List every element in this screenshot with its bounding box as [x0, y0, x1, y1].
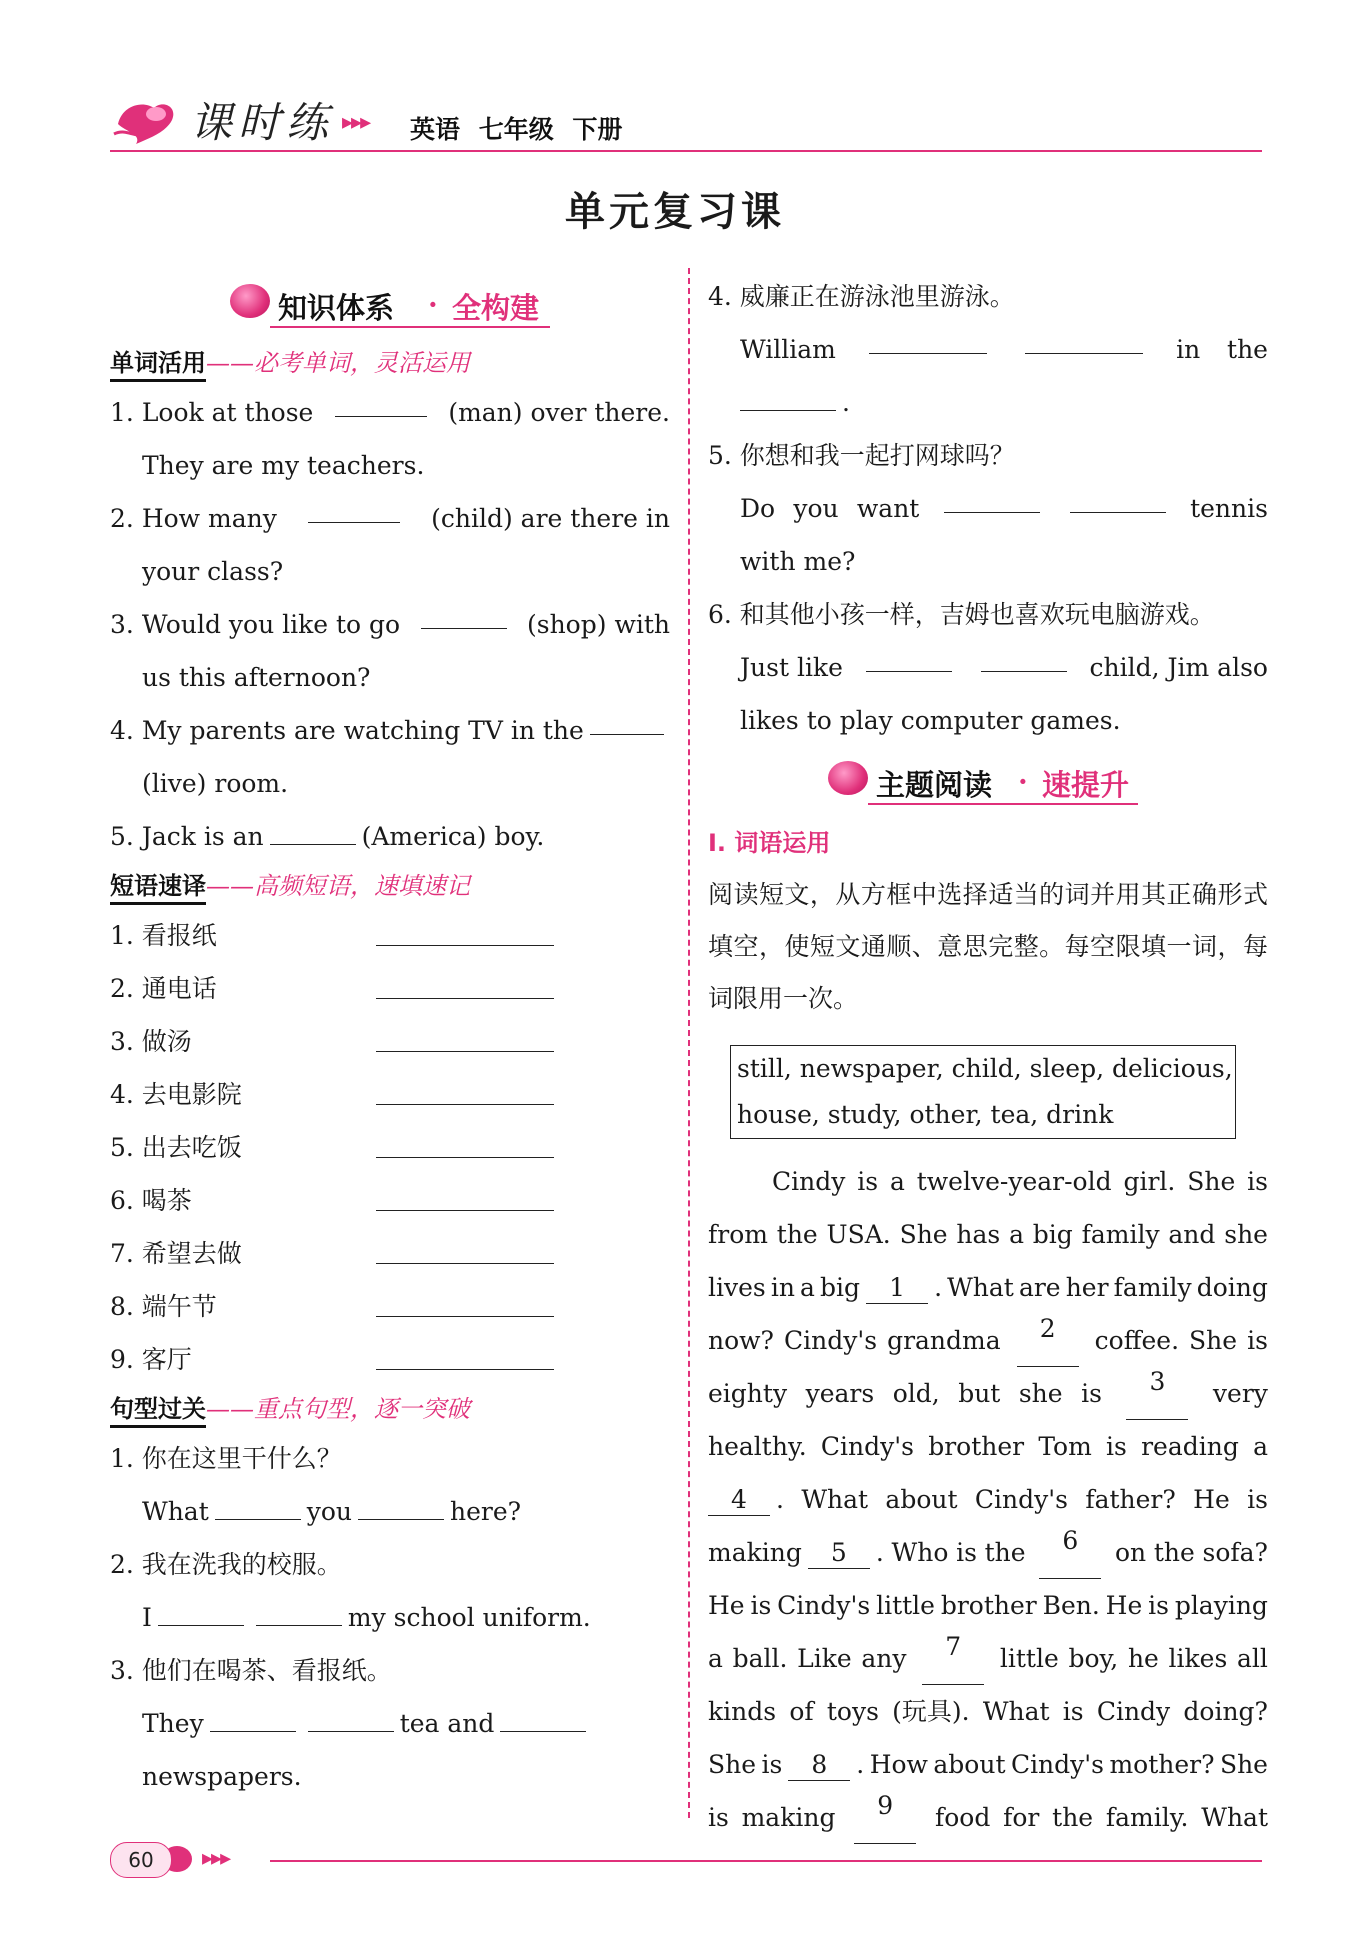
footer-rule [270, 1860, 1262, 1862]
words-heading-note: ——必考单词，灵活运用 [206, 349, 470, 377]
passage-line: from the USA. She has a big family and she [708, 1220, 1268, 1249]
sentence-en [708, 641, 1268, 694]
answer-blank[interactable] [866, 641, 952, 672]
item-text: (man) over there. [448, 398, 670, 427]
passage-line: making 5 . Who is the 6 on the sofa? [708, 1526, 1268, 1579]
passage-line: now? Cindy's grandma 2 coffee. She is [708, 1314, 1268, 1367]
word-item-2-cont: your class? [142, 557, 284, 586]
sentence-cn: 5. 你想和我一起打网球吗？ [708, 441, 1015, 470]
banner-subtitle: 速提升 [1042, 768, 1130, 802]
answer-blank[interactable] [944, 482, 1040, 513]
sentence-cn: 4. 威廉正在游泳池里游泳。 [708, 282, 1015, 311]
sentence-text: you [306, 1497, 353, 1526]
item-text: How many [141, 504, 277, 533]
ball-icon [828, 761, 868, 795]
word-item-2 [110, 492, 670, 545]
answer-blank[interactable] [421, 598, 507, 629]
sentence-text: here? [450, 1497, 522, 1526]
column-divider [688, 268, 690, 1818]
sentence-en [708, 323, 1268, 376]
item-text: Would you like to go [141, 610, 401, 639]
sentence-en-cont: likes to play computer games. [740, 706, 1121, 735]
word-bank-line: still, newspaper, child, sleep, delicious, [737, 1054, 1233, 1083]
item-text: (America) boy. [361, 822, 545, 851]
numbered-blank[interactable]: 7 [922, 1632, 984, 1685]
banner-underline [868, 803, 1138, 805]
answer-blank[interactable] [590, 704, 664, 735]
word-bank-line: house, study, other, tea, drink [737, 1100, 1114, 1129]
sentence-cn: 2. 我在洗我的校服。 [110, 1550, 342, 1579]
page-number: 60 [110, 1842, 172, 1878]
sentence-text: the [1227, 335, 1268, 364]
sentence-text: my school uniform. [347, 1603, 591, 1632]
passage-line: kinds of toys (玩具). What is Cindy doing? [708, 1697, 1268, 1726]
item-number: 4. [110, 716, 134, 745]
phrase-text: 5. 出去吃饭 [110, 1133, 242, 1162]
phrase-item [110, 962, 670, 1015]
answer-blank[interactable] [270, 814, 356, 845]
passage-line: He is Cindy's little brother Ben. He is playing [708, 1591, 1268, 1620]
phrase-item [110, 1174, 670, 1227]
passage-line: lives in a big 1 . What are her family doing [708, 1273, 1268, 1302]
phrase-text: 2. 通电话 [110, 974, 217, 1003]
banner-dot: · [428, 288, 438, 321]
item-text: Jack is an [141, 822, 264, 851]
word-item-4-cont: (live) room. [142, 769, 289, 798]
phrase-item [110, 1015, 670, 1068]
sentence-en [110, 1591, 670, 1644]
banner-dot: · [1018, 765, 1028, 798]
subject-label: 英语 七年级 下册 [410, 115, 623, 144]
sentence-en [110, 1485, 670, 1538]
answer-blank[interactable] [376, 1157, 554, 1158]
numbered-blank[interactable]: 3 [1126, 1367, 1188, 1420]
sentence-text: want [856, 494, 920, 523]
answer-blank[interactable] [308, 1701, 394, 1732]
page-title: 单元复习课 [565, 189, 785, 235]
answer-blank[interactable] [376, 1316, 554, 1317]
numbered-blank[interactable]: 5 [808, 1538, 870, 1569]
right-column [708, 270, 1268, 1844]
answer-blank[interactable] [308, 492, 400, 523]
word-item-1 [110, 386, 670, 439]
passage-line: eighty years old, but she is 3 very [708, 1367, 1268, 1420]
answer-blank[interactable] [358, 1489, 444, 1520]
part-heading: Ⅰ. 词语运用 [708, 829, 831, 857]
numbered-blank[interactable]: 6 [1039, 1526, 1101, 1579]
answer-blank[interactable] [376, 1263, 554, 1264]
phrases-heading [110, 863, 670, 909]
numbered-blank[interactable]: 4 [708, 1485, 770, 1516]
sentences-heading-note: ——重点句型，逐一突破 [206, 1395, 470, 1423]
word-item-3-cont: us this afternoon? [142, 663, 371, 692]
heart-logo-icon [112, 94, 180, 146]
words-heading [110, 340, 670, 386]
phrase-text: 6. 喝茶 [110, 1186, 192, 1215]
instructions: 阅读短文，从方框中选择适当的词并用其正确形式填空，使短文通顺、意思完整。每空限填一词，每词限用一次。 [708, 880, 1268, 1013]
numbered-blank[interactable]: 1 [866, 1273, 928, 1304]
sentence-cn: 1. 你在这里干什么？ [110, 1444, 342, 1473]
sentence-text: William [740, 335, 836, 364]
word-item-5 [110, 810, 670, 863]
phrase-text: 3. 做汤 [110, 1027, 192, 1056]
sentence-text: child, Jim also [1089, 653, 1268, 682]
banner-underline [270, 326, 550, 328]
phrase-item [110, 909, 670, 962]
header-rule [110, 150, 1262, 152]
item-text: (shop) with [527, 610, 670, 639]
answer-blank[interactable] [376, 1210, 554, 1211]
item-number: 3. [110, 610, 134, 639]
passage-line: healthy. Cindy's brother Tom is reading a [708, 1432, 1268, 1461]
left-column [110, 270, 670, 1803]
item-number: 1. [110, 398, 134, 427]
answer-blank[interactable] [1070, 482, 1166, 513]
phrase-text: 1. 看报纸 [110, 921, 217, 950]
brand-title: 课时练 [190, 98, 335, 147]
sentence-en-cont: newspapers. [142, 1762, 302, 1791]
answer-blank[interactable] [376, 1104, 554, 1105]
sentence-en-cont: with me? [740, 547, 856, 576]
sentence-en [110, 1697, 670, 1750]
words-heading-title: 单词活用 [110, 349, 206, 382]
sentence-text: I [142, 1603, 152, 1632]
word-item-3 [110, 598, 670, 651]
numbered-blank[interactable]: 9 [854, 1791, 916, 1844]
numbered-blank[interactable]: 8 [788, 1750, 850, 1781]
answer-blank[interactable] [335, 386, 427, 417]
sentence-en-cont: . [708, 376, 1268, 429]
sentence-text: What [142, 1497, 209, 1526]
word-bank-box [730, 1045, 1236, 1139]
answer-blank[interactable] [740, 380, 836, 411]
word-item-1-cont: They are my teachers. [142, 451, 425, 480]
sentence-text: in [1176, 335, 1201, 364]
sentence-text: Do [740, 494, 776, 523]
phrases-heading-title: 短语速译 [110, 872, 206, 905]
answer-blank[interactable] [158, 1595, 244, 1626]
sentences-heading [110, 1386, 670, 1432]
sentence-text: They [142, 1709, 204, 1738]
passage-line: a ball. Like any 7 little boy, he likes all [708, 1632, 1268, 1685]
answer-blank[interactable] [500, 1701, 586, 1732]
page-header [110, 88, 1260, 158]
ball-icon [230, 284, 270, 318]
answer-blank[interactable] [256, 1595, 342, 1626]
item-text: (child) are there in [431, 504, 670, 533]
banner-title: 知识体系 [278, 291, 395, 325]
phrase-text: 8. 端午节 [110, 1292, 217, 1321]
item-text: My parents are watching TV in the [141, 716, 584, 745]
sentence-cn: 6. 和其他小孩一样，吉姆也喜欢玩电脑游戏。 [708, 600, 1215, 629]
section-banner-reading [708, 747, 1268, 811]
sentence-text: Just like [740, 653, 843, 682]
passage-line: Cindy is a twelve-year-old girl. She is [772, 1167, 1268, 1196]
sentence-cn: 3. 他们在喝茶、看报纸。 [110, 1656, 392, 1685]
sentence-en [708, 482, 1268, 535]
sentence-text: tea and [399, 1709, 495, 1738]
answer-blank[interactable] [376, 945, 554, 946]
phrases-heading-note: ——高频短语，速填速记 [206, 872, 470, 900]
answer-blank[interactable] [981, 641, 1067, 672]
answer-blank[interactable] [376, 1051, 554, 1052]
item-number: 5. [110, 822, 134, 851]
answer-blank[interactable] [1025, 323, 1143, 354]
word-item-4 [110, 704, 670, 757]
phrase-text: 9. 客厅 [110, 1345, 192, 1374]
answer-blank[interactable] [215, 1489, 301, 1520]
answer-blank[interactable] [869, 323, 987, 354]
phrase-text: 4. 去电影院 [110, 1080, 242, 1109]
phrase-item [110, 1280, 670, 1333]
footer-arrows-icon: ▸▸▸ [202, 1846, 230, 1871]
banner-subtitle: 全构建 [452, 291, 540, 325]
sentences-heading-title: 句型过关 [110, 1395, 206, 1428]
passage-line: is making 9 food for the family. What [708, 1791, 1268, 1844]
answer-blank[interactable] [376, 998, 554, 999]
answer-blank[interactable] [210, 1701, 296, 1732]
sentence-text: you [793, 494, 839, 523]
item-number: 2. [110, 504, 134, 533]
phrase-text: 7. 希望去做 [110, 1239, 242, 1268]
phrase-item [110, 1068, 670, 1121]
phrase-item [110, 1333, 670, 1386]
page-footer [110, 1842, 1262, 1882]
item-text: Look at those [141, 398, 314, 427]
banner-title: 主题阅读 [876, 768, 993, 802]
numbered-blank[interactable]: 2 [1017, 1314, 1079, 1367]
passage-line: She is 8 . How about Cindy's mother? She [708, 1750, 1268, 1779]
section-banner-knowledge [110, 270, 670, 334]
passage-line: 4 . What about Cindy's father? He is [708, 1473, 1268, 1526]
header-arrows-icon: ▸▸▸ [342, 110, 370, 135]
answer-blank[interactable] [376, 1369, 554, 1370]
phrase-item [110, 1121, 670, 1174]
phrase-item [110, 1227, 670, 1280]
sentence-text: tennis [1190, 494, 1268, 523]
